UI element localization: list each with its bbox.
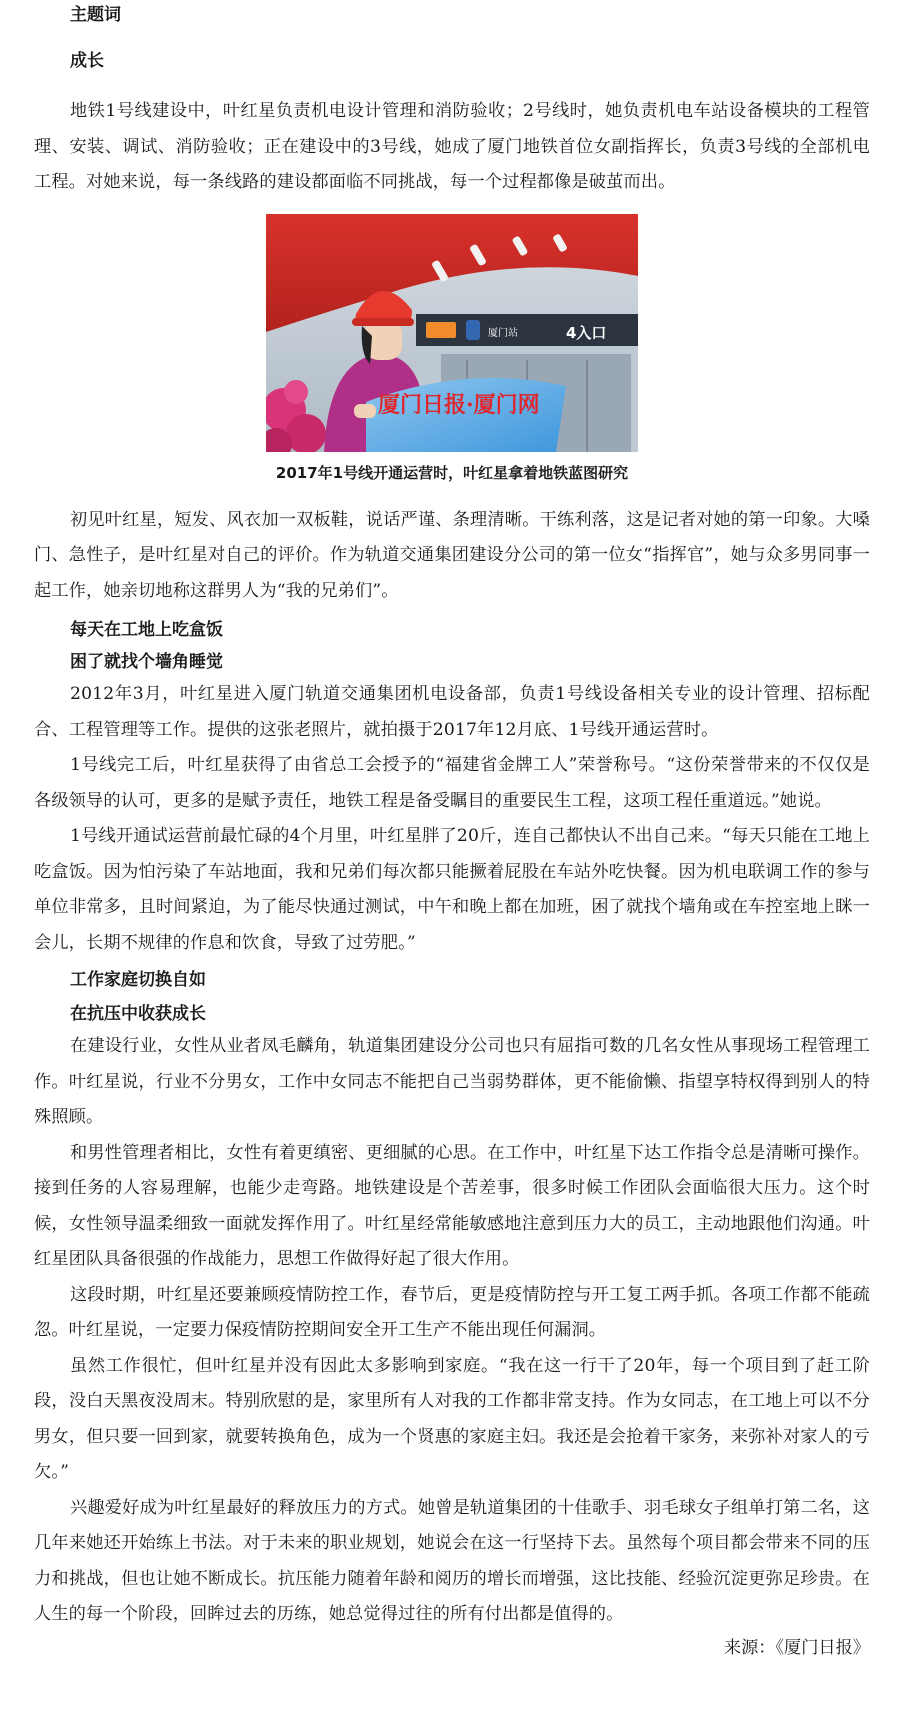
photo-subway-blueprint — [266, 214, 638, 452]
paragraph-hobbies: 兴趣爱好成为叶红星最好的释放压力的方式。她曾是轨道集团的十佳歌手、羽毛球女子组单打第二名，这几年来她还开始练上书法。对于未来的职业规划，她说会在这一行坚持下去。虽然每个项目都会带来不同的压力和挑战，但也让她不断成长。抗压能力随着年龄和阅历的增长而增强，这比技能、经验沉淀更弥足珍贵。在人生的每一个阶段，回眸过去的历练，她总觉得过往的所有付出都是值得的。 — [34, 1497, 870, 1624]
paragraph-gold-worker: 1号线完工后，叶红星获得了由省总工会授予的“福建省金牌工人”荣誉称号。“这份荣誉带来的不仅仅是各级领导的认可，更多的是赋予责任，地铁工程是备受瞩目的重要民生工程，这项工程任重道远。”她说。 — [34, 755, 870, 811]
photo-figure — [34, 214, 870, 483]
paragraph-2012-join: 2012年3月，叶红星进入厦门轨道交通集团机电设备部，负责1号线设备相关专业的设计管理、招标配合、工程管理等工作。提供的这张老照片，就拍摄于2017年12月底、1号线开通运营时。 — [34, 684, 870, 740]
article-source: 来源：《厦门日报》 — [723, 1637, 870, 1658]
paragraph-busy-months: 1号线开通试运营前最忙碌的4个月里，叶红星胖了20斤，连自己都快认不出自己来。“每天只能在工地上吃盒饭。因为怕污染了车站地面，我和兄弟们每次都只能撅着屁股在车站外吃快餐。因为机电联调工作的参与单位非常多，且时间紧迫，为了能尽快通过测试，中午和晚上都在加班，困了就找个墙角或在车控室地上眯一会儿，长期不规律的作息和饮食，导致了过劳肥。” — [34, 826, 870, 953]
section-heading-balance-line-1: 工作家庭切换自如 — [70, 970, 206, 990]
article — [34, 0, 870, 1663]
section-heading-growth: 成长 — [70, 51, 104, 71]
paragraph-female-managers: 和男性管理者相比，女性有着更缜密、更细腻的心思。在工作中，叶红星下达工作指令总是清晰可操作。接到任务的人容易理解，也能少走弯路。地铁建设是个苦差事，很多时候工作团队会面临很大压力。这个时候，女性领导温柔细致一面就发挥作用了。叶红星经常能敏感地注意到压力大的员工，主动地跟他们沟通。叶红星团队具备很强的作战能力，思想工作做得好起了很大作用。 — [34, 1142, 870, 1269]
paragraph-women-in-construction: 在建设行业，女性从业者凤毛麟角，轨道集团建设分公司也只有屈指可数的几名女性从事现场工程管理工作。叶红星说，行业不分男女，工作中女同志不能把自己当弱势群体，更不能偷懒、指望享特权得到别人的特殊照顾。 — [34, 1036, 870, 1127]
exit-sign-text: 4入口 — [566, 323, 607, 342]
topic-label: 主题词 — [70, 5, 121, 25]
photo-illustration — [266, 214, 638, 452]
station-sign-text: 厦门站 — [488, 327, 518, 339]
section-heading-balance-line-2: 在抗压中收获成长 — [70, 1004, 206, 1024]
paragraph-lines-overview: 地铁1号线建设中，叶红星负责机电设计管理和消防验收；2号线时，她负责机电车站设备模块的工程管理、安装、调试、消防验收；正在建设中的3号线，她成了厦门地铁首位女副指挥长，负责3号线的全部机电工程。对她来说，每一条线路的建设都面临不同挑战，每一个过程都像是破茧而出。 — [34, 101, 870, 192]
section-heading-lunch-line-1: 每天在工地上吃盒饭 — [70, 620, 223, 640]
section-heading-lunch-line-2: 困了就找个墙角睡觉 — [70, 652, 223, 672]
paragraph-first-impression: 初见叶红星，短发、风衣加一双板鞋，说话严谨、条理清晰。干练利落，这是记者对她的第一印象。大嗓门、急性子，是叶红星对自己的评价。作为轨道交通集团建设分公司的第一位女“指挥官”，她与众多男同事一起工作，她亲切地称这群男人为“我的兄弟们”。 — [34, 509, 870, 601]
paragraph-epidemic-control: 这段时期，叶红星还要兼顾疫情防控工作，春节后，更是疫情防控与开工复工两手抓。各项工作都不能疏忽。叶红星说，一定要力保疫情防控期间安全开工生产不能出现任何漏洞。 — [34, 1284, 870, 1340]
photo-watermark: 厦门日报·厦门网 — [378, 391, 540, 418]
paragraph-family: 虽然工作很忙，但叶红星并没有因此太多影响到家庭。“我在这一行干了20年，每一个项目到了赶工阶段，没白天黑夜没周末。特别欣慰的是，家里所有人对我的工作都非常支持。作为女同志，在工地上可以不分男女，但只要一回到家，就要转换角色，成为一个贤惠的家庭主妇。我还是会抢着干家务，来弥补对家人的亏欠。” — [34, 1355, 870, 1482]
photo-caption: 2017年1号线开通运营时，叶红星拿着地铁蓝图研究 — [275, 463, 629, 482]
